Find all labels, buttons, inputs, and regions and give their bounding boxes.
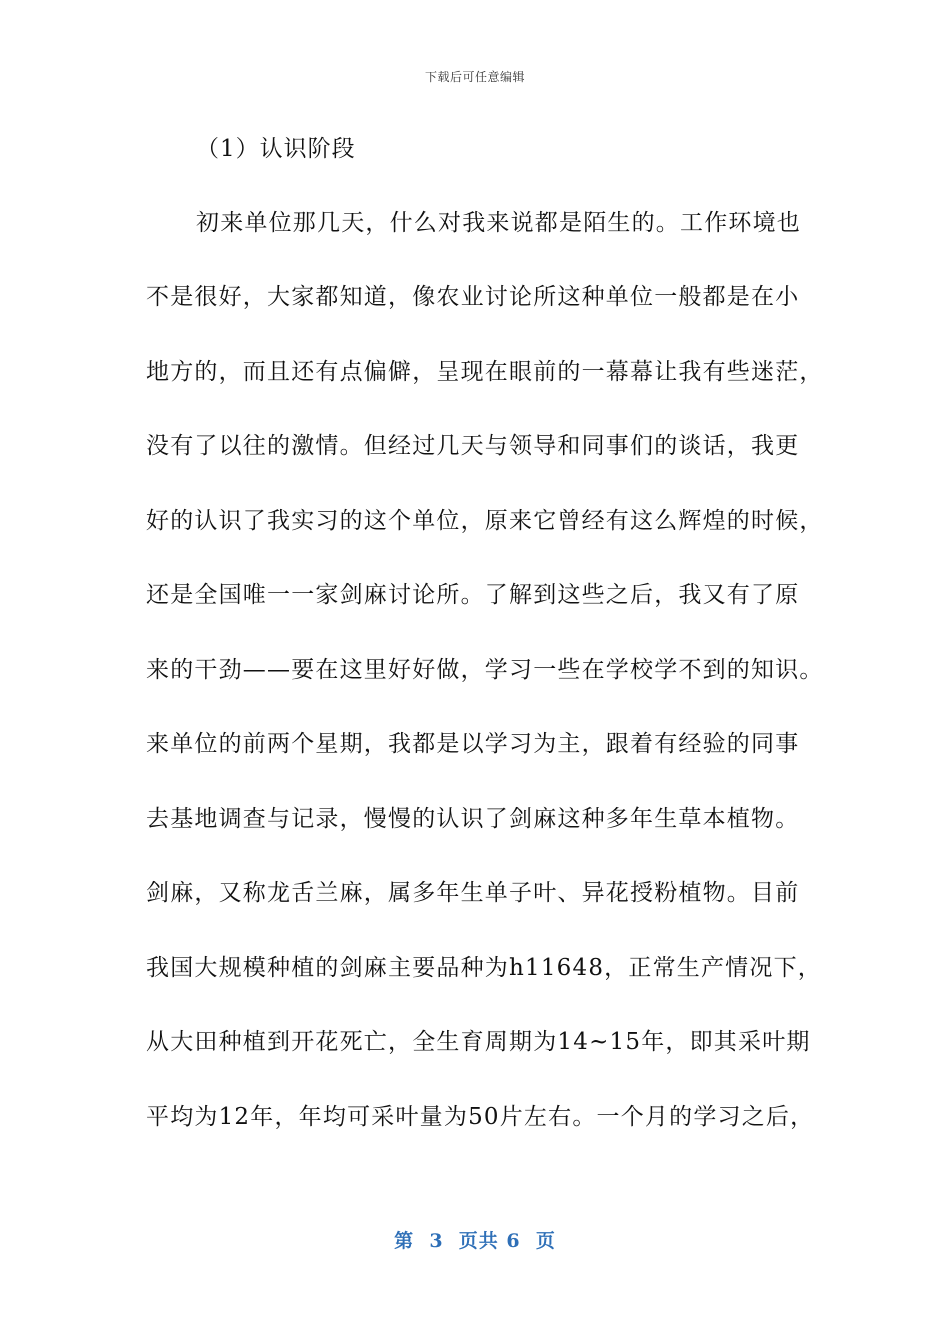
page-number-footer: 第 3 页共 6 页 bbox=[394, 1230, 556, 1252]
body-line: 来单位的前两个星期，我都是以学习为主，跟着有经验的同事 bbox=[146, 731, 800, 757]
body-line: 好的认识了我实习的这个单位，原来它曾经有这么辉煌的时候， bbox=[146, 508, 824, 534]
section-heading: （1）认识阶段 bbox=[196, 136, 356, 162]
body-line: 不是很好，大家都知道，像农业讨论所这种单位一般都是在小 bbox=[146, 284, 800, 310]
body-line: 从大田种植到开花死亡，全生育周期为14~15年，即其采叶期 bbox=[146, 1029, 811, 1055]
body-line: 地方的，而且还有点偏僻，呈现在眼前的一幕幕让我有些迷茫， bbox=[146, 359, 824, 385]
body-line: 去基地调查与记录，慢慢的认识了剑麻这种多年生草本植物。 bbox=[146, 806, 800, 832]
body-line: 初来单位那几天，什么对我来说都是陌生的。工作环境也 bbox=[196, 210, 801, 236]
body-line: 剑麻，又称龙舌兰麻，属多年生单子叶、异花授粉植物。目前 bbox=[146, 880, 800, 906]
header-note: 下载后可任意编辑 bbox=[424, 70, 525, 84]
body-line: 没有了以往的激情。但经过几天与领导和同事们的谈话，我更 bbox=[146, 433, 800, 459]
body-line: 来的干劲——要在这里好好做，学习一些在学校学不到的知识。 bbox=[146, 657, 824, 683]
body-line: 我国大规模种植的剑麻主要品种为h11648，正常生产情况下， bbox=[146, 955, 822, 981]
body-line: 还是全国唯一一家剑麻讨论所。了解到这些之后，我又有了原 bbox=[146, 582, 800, 608]
body-line: 平均为12年，年均可采叶量为50片左右。一个月的学习之后， bbox=[146, 1104, 815, 1130]
